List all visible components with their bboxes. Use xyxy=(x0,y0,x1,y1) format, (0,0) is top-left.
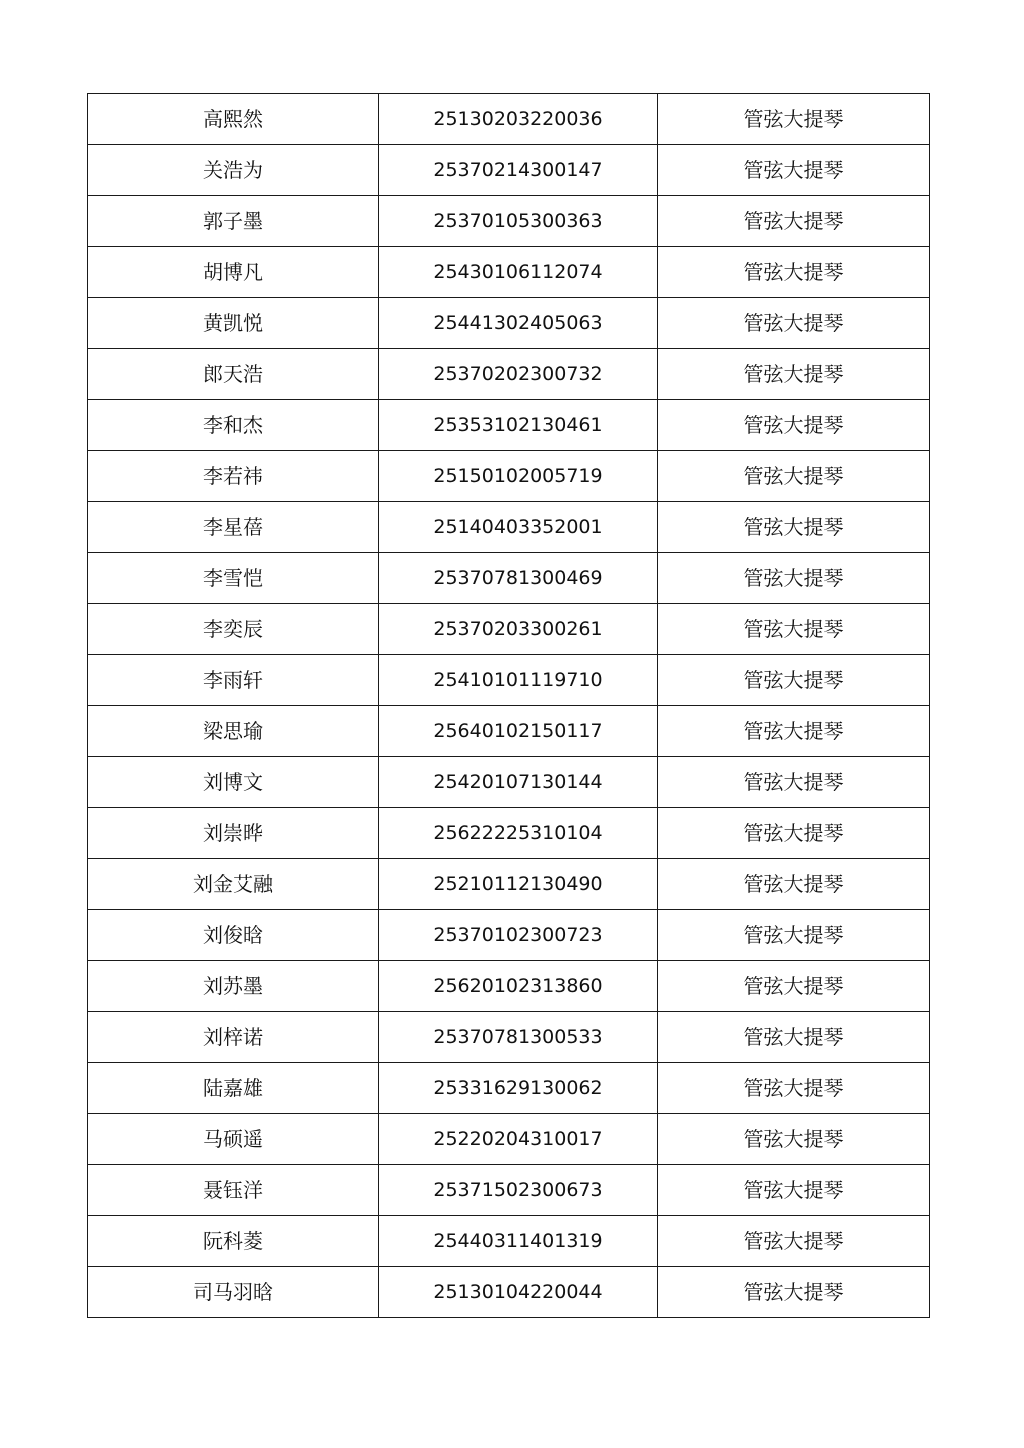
table-row xyxy=(88,604,930,655)
candidate-table-body xyxy=(88,94,930,1318)
table-row xyxy=(88,247,930,298)
candidate-name-cell: 刘梓诺 xyxy=(88,1012,379,1063)
candidate-id-cell: 25441302405063 xyxy=(379,298,658,349)
candidate-major-cell: 管弦大提琴 xyxy=(658,859,930,910)
candidate-major-cell: 管弦大提琴 xyxy=(658,94,930,145)
candidate-id-cell: 25622225310104 xyxy=(379,808,658,859)
candidate-major-cell: 管弦大提琴 xyxy=(658,451,930,502)
candidate-name-cell: 李星蓓 xyxy=(88,502,379,553)
candidate-id-cell: 25410101119710 xyxy=(379,655,658,706)
candidate-name-cell: 郭子墨 xyxy=(88,196,379,247)
table-row xyxy=(88,910,930,961)
candidate-name-cell: 郎天浩 xyxy=(88,349,379,400)
candidate-major-cell: 管弦大提琴 xyxy=(658,1267,930,1318)
table-row xyxy=(88,298,930,349)
candidate-major-cell: 管弦大提琴 xyxy=(658,196,930,247)
candidate-id-cell: 25420107130144 xyxy=(379,757,658,808)
candidate-id-cell: 25620102313860 xyxy=(379,961,658,1012)
candidate-id-cell: 25370102300723 xyxy=(379,910,658,961)
candidate-id-cell: 25370214300147 xyxy=(379,145,658,196)
candidate-major-cell: 管弦大提琴 xyxy=(658,1012,930,1063)
table-row xyxy=(88,1012,930,1063)
candidate-name-cell: 刘崇晔 xyxy=(88,808,379,859)
candidate-name-cell: 刘金艾融 xyxy=(88,859,379,910)
table-row xyxy=(88,400,930,451)
candidate-major-cell: 管弦大提琴 xyxy=(658,1216,930,1267)
candidate-name-cell: 关浩为 xyxy=(88,145,379,196)
table-row xyxy=(88,349,930,400)
candidate-id-cell: 25331629130062 xyxy=(379,1063,658,1114)
candidate-name-cell: 刘俊晗 xyxy=(88,910,379,961)
candidate-name-cell: 阮科菱 xyxy=(88,1216,379,1267)
candidate-major-cell: 管弦大提琴 xyxy=(658,655,930,706)
candidate-name-cell: 刘苏墨 xyxy=(88,961,379,1012)
candidate-major-cell: 管弦大提琴 xyxy=(658,553,930,604)
candidate-major-cell: 管弦大提琴 xyxy=(658,400,930,451)
candidate-name-cell: 刘博文 xyxy=(88,757,379,808)
table-row xyxy=(88,196,930,247)
candidate-name-cell: 黄凯悦 xyxy=(88,298,379,349)
candidate-major-cell: 管弦大提琴 xyxy=(658,1114,930,1165)
candidate-id-cell: 25371502300673 xyxy=(379,1165,658,1216)
candidate-id-cell: 25150102005719 xyxy=(379,451,658,502)
candidate-major-cell: 管弦大提琴 xyxy=(658,961,930,1012)
table-row xyxy=(88,1267,930,1318)
candidate-name-cell: 高熙然 xyxy=(88,94,379,145)
table-row xyxy=(88,1114,930,1165)
table-row xyxy=(88,553,930,604)
candidate-id-cell: 25430106112074 xyxy=(379,247,658,298)
table-row xyxy=(88,451,930,502)
table-row xyxy=(88,1165,930,1216)
table-row xyxy=(88,1063,930,1114)
table-row xyxy=(88,502,930,553)
candidate-name-cell: 马硕遥 xyxy=(88,1114,379,1165)
candidate-major-cell: 管弦大提琴 xyxy=(658,757,930,808)
candidate-major-cell: 管弦大提琴 xyxy=(658,145,930,196)
candidate-id-cell: 25370781300469 xyxy=(379,553,658,604)
candidate-table xyxy=(87,93,930,1318)
candidate-major-cell: 管弦大提琴 xyxy=(658,298,930,349)
table-row xyxy=(88,808,930,859)
candidate-id-cell: 25130104220044 xyxy=(379,1267,658,1318)
candidate-name-cell: 梁思瑜 xyxy=(88,706,379,757)
table-row xyxy=(88,655,930,706)
candidate-name-cell: 李奕辰 xyxy=(88,604,379,655)
candidate-major-cell: 管弦大提琴 xyxy=(658,349,930,400)
candidate-id-cell: 25640102150117 xyxy=(379,706,658,757)
candidate-name-cell: 司马羽晗 xyxy=(88,1267,379,1318)
table-row xyxy=(88,859,930,910)
candidate-id-cell: 25210112130490 xyxy=(379,859,658,910)
candidate-id-cell: 25370105300363 xyxy=(379,196,658,247)
table-row xyxy=(88,706,930,757)
table-row xyxy=(88,757,930,808)
candidate-major-cell: 管弦大提琴 xyxy=(658,808,930,859)
candidate-name-cell: 李若祎 xyxy=(88,451,379,502)
candidate-major-cell: 管弦大提琴 xyxy=(658,706,930,757)
candidate-major-cell: 管弦大提琴 xyxy=(658,502,930,553)
table-row xyxy=(88,961,930,1012)
candidate-name-cell: 胡博凡 xyxy=(88,247,379,298)
candidate-id-cell: 25440311401319 xyxy=(379,1216,658,1267)
table-row xyxy=(88,94,930,145)
candidate-id-cell: 25220204310017 xyxy=(379,1114,658,1165)
table-row xyxy=(88,145,930,196)
candidate-name-cell: 陆嘉雄 xyxy=(88,1063,379,1114)
table-row xyxy=(88,1216,930,1267)
candidate-id-cell: 25370203300261 xyxy=(379,604,658,655)
candidate-name-cell: 李雨轩 xyxy=(88,655,379,706)
candidate-id-cell: 25370781300533 xyxy=(379,1012,658,1063)
candidate-major-cell: 管弦大提琴 xyxy=(658,1165,930,1216)
candidate-name-cell: 聂钰洋 xyxy=(88,1165,379,1216)
candidate-name-cell: 李雪恺 xyxy=(88,553,379,604)
candidate-name-cell: 李和杰 xyxy=(88,400,379,451)
candidate-major-cell: 管弦大提琴 xyxy=(658,1063,930,1114)
candidate-id-cell: 25130203220036 xyxy=(379,94,658,145)
candidate-id-cell: 25370202300732 xyxy=(379,349,658,400)
candidate-major-cell: 管弦大提琴 xyxy=(658,247,930,298)
candidate-major-cell: 管弦大提琴 xyxy=(658,910,930,961)
candidate-id-cell: 25140403352001 xyxy=(379,502,658,553)
candidate-major-cell: 管弦大提琴 xyxy=(658,604,930,655)
candidate-id-cell: 25353102130461 xyxy=(379,400,658,451)
